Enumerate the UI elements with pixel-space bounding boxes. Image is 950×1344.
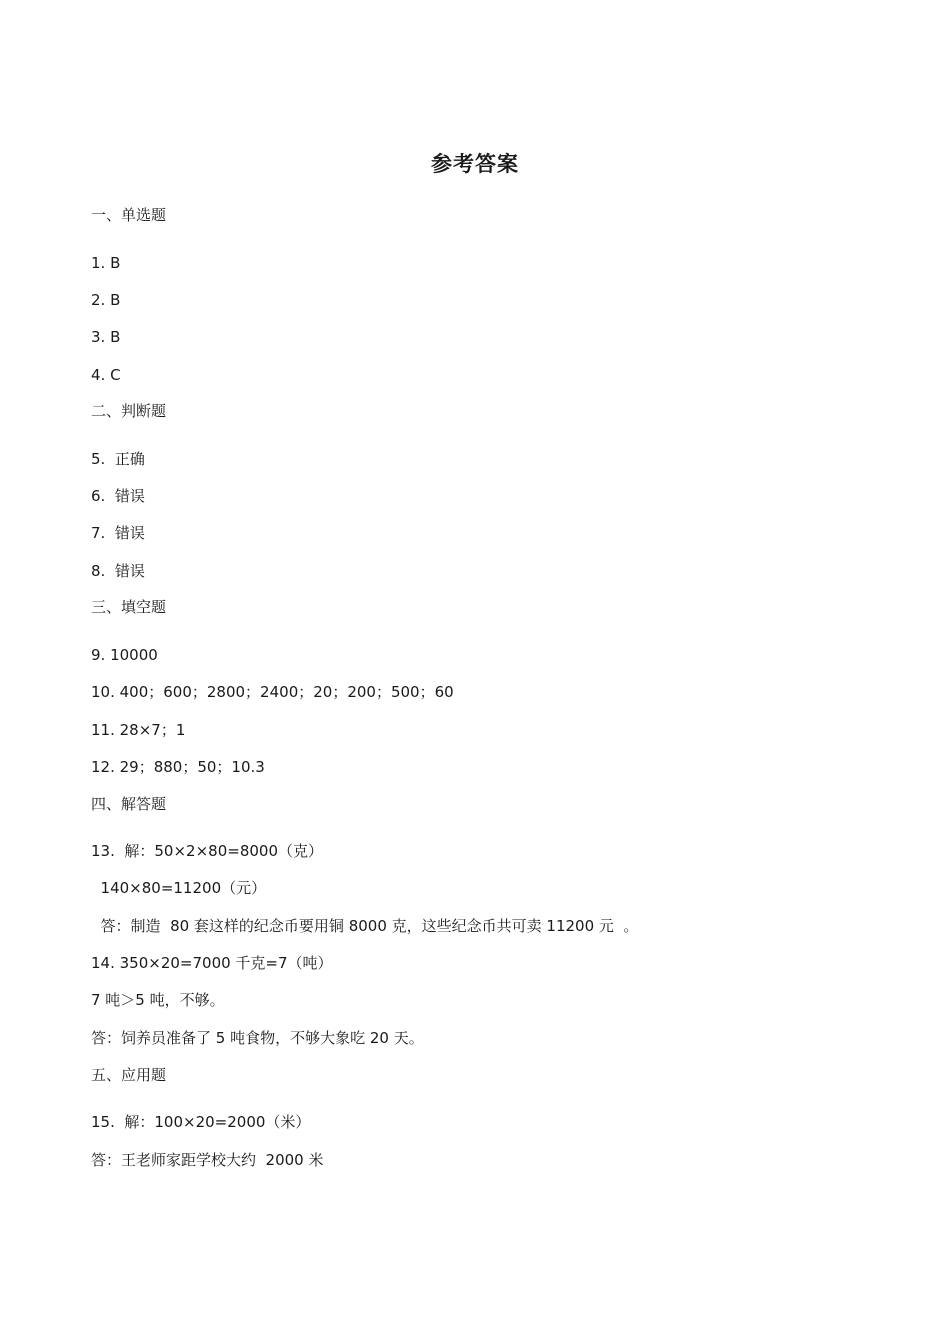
answer-line: 8. 错误 [91,562,145,580]
section-heading-solve: 四、解答题 [91,795,167,813]
answer-line: 9. 10000 [91,646,158,664]
section-heading-true-false: 二、判断题 [91,402,167,420]
answer-line: 1. B [91,254,121,272]
section-heading-fill-blank: 三、填空题 [91,598,167,616]
answer-line: 11. 28×7；1 [91,721,186,739]
answer-line: 答：王老师家距学校大约 2000 米 [91,1151,324,1169]
answer-line: 140×80=11200（元） [91,879,267,897]
answer-line: 答：制造 80 套这样的纪念币要用铜 8000 克，这些纪念币共可卖 11200 元 。 [91,917,639,935]
answer-line: 10. 400；600；2800；2400；20；200；500；60 [91,683,454,701]
answer-line: 2. B [91,291,121,309]
page-title: 参考答案 [431,152,519,176]
section-heading-single-choice: 一、单选题 [91,206,167,224]
answer-line: 3. B [91,328,121,346]
answer-line: 13. 解：50×2×80=8000（克） [91,842,323,860]
answer-line: 4. C [91,366,121,384]
section-heading-application: 五、应用题 [91,1066,167,1084]
answer-line: 答：饲养员准备了 5 吨食物，不够大象吃 20 天。 [91,1029,424,1047]
answer-line: 7. 错误 [91,524,145,542]
answer-line: 14. 350×20=7000 千克=7（吨） [91,954,333,972]
answer-line: 5. 正确 [91,450,145,468]
answer-line: 15. 解：100×20=2000（米） [91,1113,311,1131]
answer-line: 7 吨＞5 吨，不够。 [91,991,225,1009]
answer-line: 12. 29；880；50；10.3 [91,758,265,776]
answer-line: 6. 错误 [91,487,145,505]
